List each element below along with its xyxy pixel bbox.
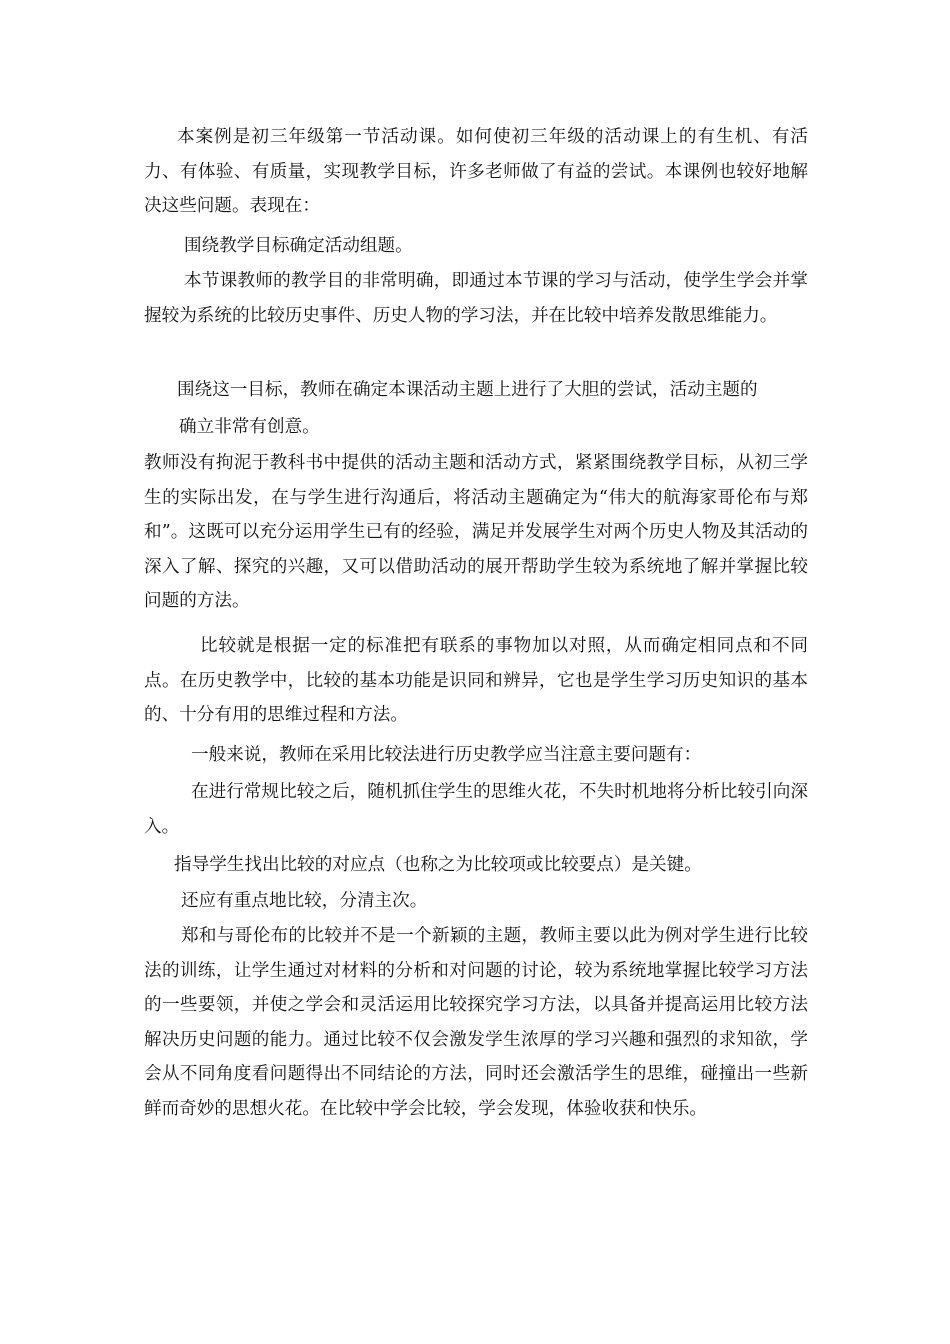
paragraph-theme-choice: 教师没有拘泥于教科书中提供的活动主题和活动方式，紧紧围绕教学目标，从初三学生的实际出发，在与学生进行沟通后，将活动主题确定为“伟大的航海家哥伦布与郑和”。这既可以充分运用学生已有的经验，满足并发展学生对两个历史人物及其活动的深入了解、探究的兴趣，又可以借助活动的展开帮助学生较为系统地了解并掌握比较问题的方法。: [144, 453, 808, 612]
paragraph-theme-attempt: 围绕这一目标，教师在确定本课活动主题上进行了大胆的尝试，活动主题的: [177, 380, 758, 400]
paragraph-issues-intro: 一般来说，教师在采用比较法进行历史教学应当注意主要问题有：: [191, 745, 702, 765]
paragraph-point-one-heading: 围绕教学目标确定活动组题。: [184, 236, 413, 256]
paragraph-intro: 本案例是初三年级第一节活动课。如何使初三年级的活动课上的有生机、有活力、有体验、有质量，实现教学目标，许多老师做了有益的尝试。本课例也较好地解决这些问题。表现在：: [144, 127, 808, 217]
paragraph-teaching-goal: 本节课教师的教学目的非常明确，即通过本节课的学习与活动，使学生学会并掌握较为系统的比较历史事件、历史人物的学习法，并在比较中培养发散思维能力。: [144, 271, 808, 326]
paragraph-conclusion: 郑和与哥伦布的比较并不是一个新颖的主题，教师主要以此为例对学生进行比较法的训练，让学生通过对材料的分析和对问题的讨论，较为系统地掌握比较学习方法的一些要领，并使之学会和灵活运用比较探究学习方法，以具备并提高运用比较方法解决历史问题的能力。通过比较不仅会激发学生浓厚的学习兴趣和强烈的求知欲，学会从不同角度看问题得出不同结论的方法，同时还会激活学生的思维，碰撞出一些新鲜而奇妙的思想火花。在比较中学会比较，学会发现，体验收获和快乐。: [144, 926, 808, 1119]
paragraph-comparison-definition: 比较就是根据一定的标准把有联系的事物加以对照，从而确定相同点和不同点。在历史教学中，比较的基本功能是识同和辨异，它也是学生学习历史知识的基本的、十分有用的思维过程和方法。: [144, 636, 808, 726]
paragraph-theme-creative: 确立非常有创意。: [179, 417, 320, 437]
paragraph-issue-three: 还应有重点地比较，分清主次。: [181, 891, 428, 911]
paragraph-issue-one: 在进行常规比较之后，随机抓住学生的思维火花，不失时机地将分析比较引向深入。: [144, 782, 808, 837]
paragraph-issue-two: 指导学生找出比较的对应点（也称之为比较项或比较要点）是关键。: [174, 855, 702, 875]
